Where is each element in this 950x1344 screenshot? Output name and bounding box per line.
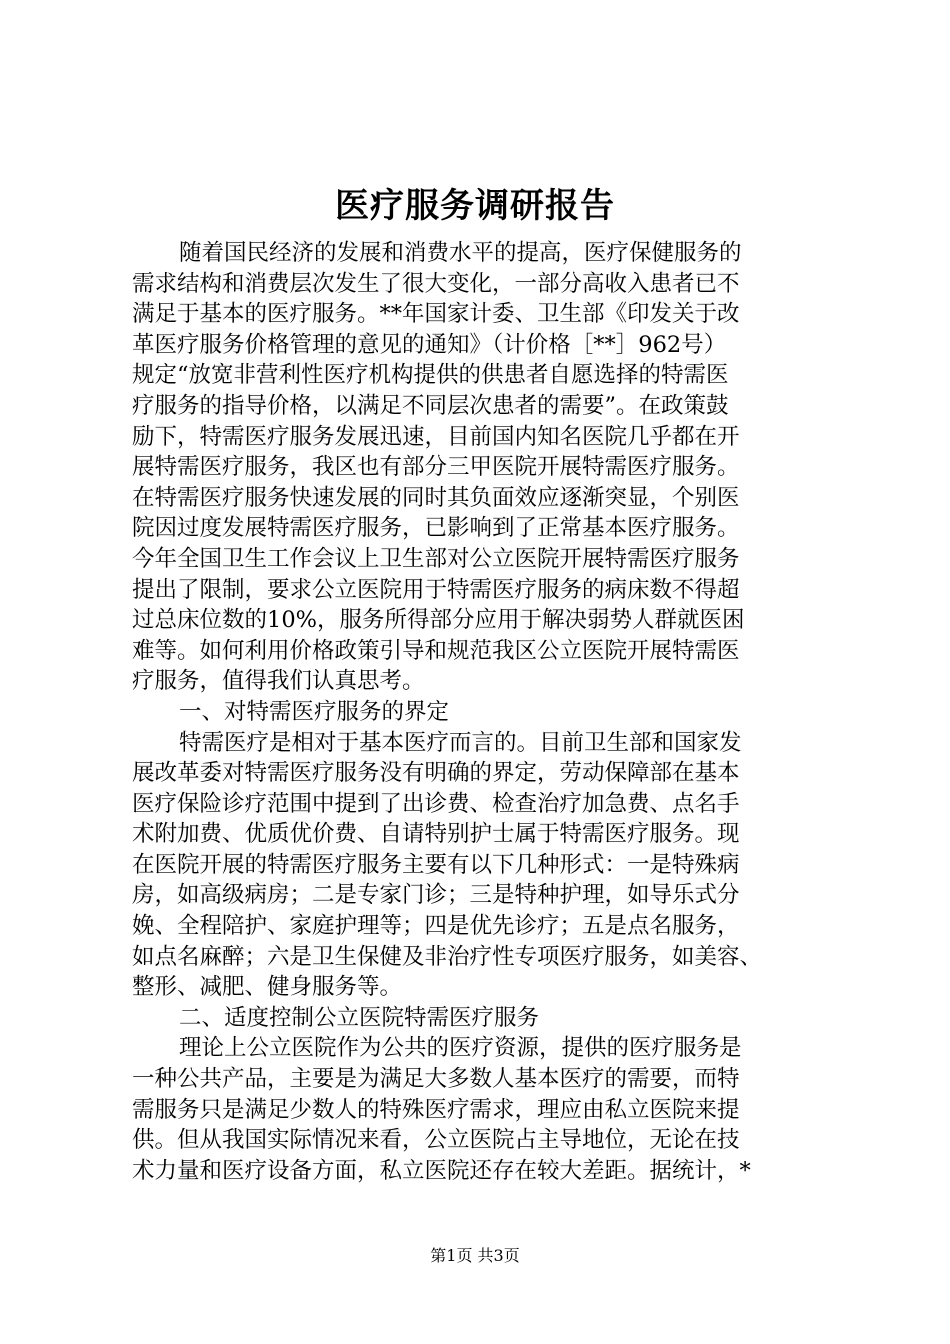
- text-line: 励下，特需医疗服务发展迅速，目前国内知名医院几乎都在开: [132, 423, 740, 450]
- text-line: 随着国民经济的发展和消费水平的提高，医疗保健服务的: [179, 240, 742, 266]
- text-line: 如点名麻醉；六是卫生保健及非治疗性专项医疗服务，如美容、: [132, 943, 763, 970]
- text-line: 整形、减肥、健身服务等。: [132, 974, 403, 1001]
- page-footer: 第1页 共3页: [430, 1246, 520, 1265]
- text-line: 一种公共产品，主要是为满足大多数人基本医疗的需要，而特: [132, 1066, 740, 1093]
- text-line: 房，如高级病房；二是专家门诊；三是特种护理，如导乐式分: [132, 882, 740, 909]
- text-line: 过总床位数的10%，服务所得部分应用于解决弱势人群就医困: [132, 607, 745, 634]
- text-line: 需求结构和消费层次发生了很大变化，一部分高收入患者已不: [132, 270, 740, 297]
- text-line: 提出了限制，要求公立医院用于特需医疗服务的病床数不得超: [132, 576, 740, 603]
- text-line: 革医疗服务价格管理的意见的通知》（计价格［**］962号）: [132, 331, 727, 358]
- text-line: 规定“放宽非营利性医疗机构提供的供患者自愿选择的特需医: [132, 362, 729, 389]
- text-line: 医疗保险诊疗范围中提到了出诊费、检查治疗加急费、点名手: [132, 790, 740, 817]
- text-line: 院因过度发展特需医疗服务，已影响到了正常基本医疗服务。: [132, 515, 740, 542]
- text-line: 今年全国卫生工作会议上卫生部对公立医院开展特需医疗服务: [132, 545, 740, 572]
- text-line: 疗服务，值得我们认真思考。: [132, 668, 425, 695]
- text-line: 特需医疗是相对于基本医疗而言的。目前卫生部和国家发: [179, 729, 742, 756]
- text-line: 难等。如何利用价格政策引导和规范我区公立医院开展特需医: [132, 637, 740, 664]
- section-heading: 二、适度控制公立医院特需医疗服务: [179, 1004, 540, 1031]
- text-line: 在特需医疗服务快速发展的同时其负面效应逐渐突显，个别医: [132, 484, 740, 511]
- document-body: [132, 238, 832, 1186]
- text-line: 娩、全程陪护、家庭护理等；四是优先诊疗；五是点名服务，: [132, 913, 740, 940]
- text-line: 展特需医疗服务，我区也有部分三甲医院开展特需医疗服务。: [132, 454, 740, 481]
- text-line: 供。但从我国实际情况来看，公立医院占主导地位，无论在技: [132, 1127, 740, 1154]
- text-line: 术力量和医疗设备方面，私立医院还存在较大差距。据统计，*: [132, 1157, 751, 1184]
- document-title: 医疗服务调研报告: [335, 186, 615, 226]
- text-line: 展改革委对特需医疗服务没有明确的界定，劳动保障部在基本: [132, 760, 740, 787]
- section-heading: 一、对特需医疗服务的界定: [179, 698, 450, 725]
- text-line: 满足于基本的医疗服务。**年国家计委、卫生部《印发关于改: [132, 301, 740, 328]
- text-line: 需服务只是满足少数人的特殊医疗需求，理应由私立医院来提: [132, 1096, 740, 1123]
- text-line: 术附加费、优质优价费、自请特别护士属于特需医疗服务。现: [132, 821, 740, 848]
- text-line: 在医院开展的特需医疗服务主要有以下几种形式：一是特殊病: [132, 851, 740, 878]
- text-line: 理论上公立医院作为公共的医疗资源，提供的医疗服务是: [179, 1035, 742, 1062]
- text-line: 疗服务的指导价格，以满足不同层次患者的需要”。在政策鼓: [132, 392, 729, 419]
